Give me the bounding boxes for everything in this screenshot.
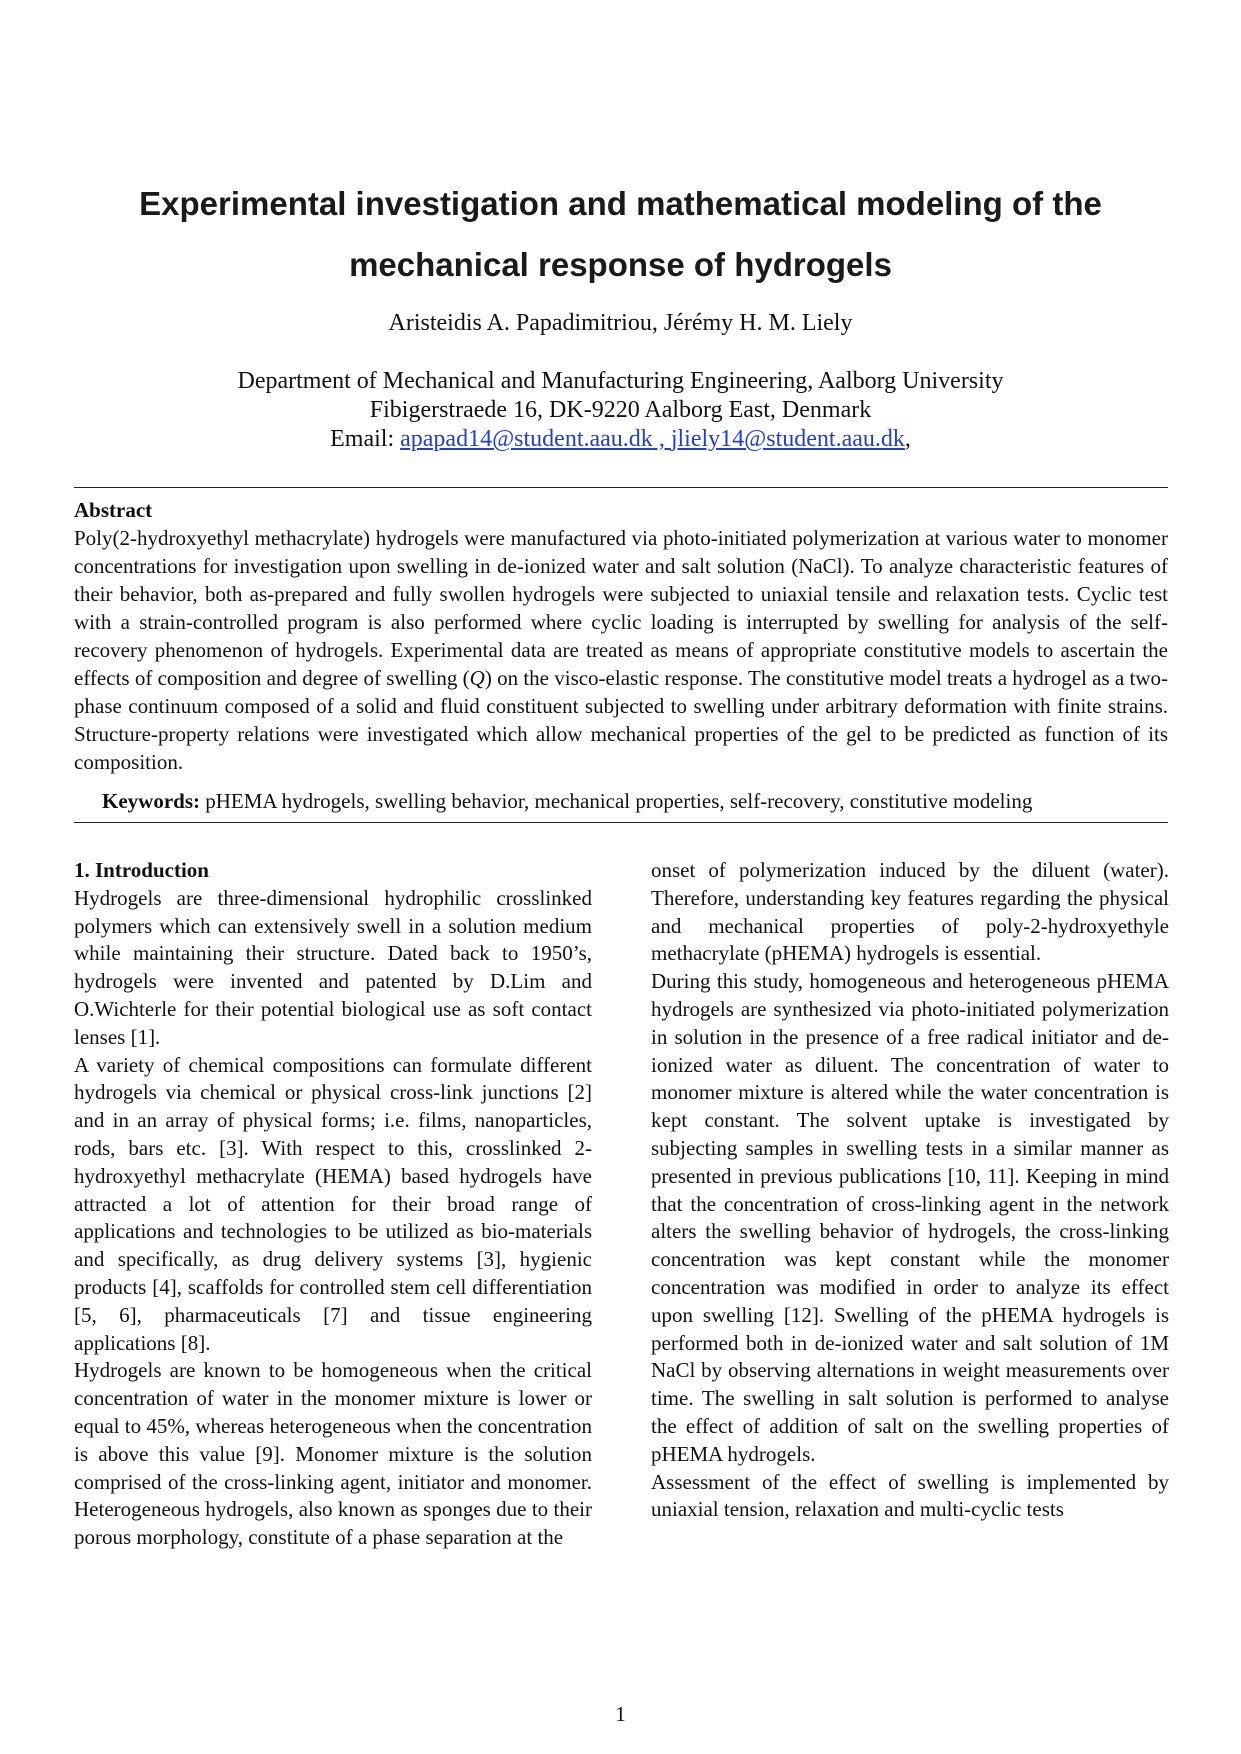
email-separator: , <box>652 426 671 452</box>
paragraph: During this study, homogeneous and heterogeneous pHEMA hydrogels are synthesized via photo-initiated polymerization in solution in the presence of a free radical initiator and de-ionized water as diluent. The concentration of water to monomer mixture is altered while the water concentration is kept constant. The solvent uptake is investigated by subjecting samples in swelling tests in a similar manner as presented in previous publications [10, 11]. Keeping in mind that the concentration of cross-linking agent in the network alters the swelling behavior of hydrogels, the cross-linking concentration was kept constant while the monomer concentration was modified in order to analyze its effect upon swelling [12]. Swelling of the pHEMA hydrogels is performed both in de-ionized water and salt solution of 1M NaCl by observing alternations in weight measurements over time. The swelling in salt solution is performed to analyse the effect of addition of salt on the swelling properties of pHEMA hydrogels. <box>651 969 1169 1466</box>
swelling-degree-symbol: Q <box>469 666 485 690</box>
abstract-heading: Abstract <box>74 498 153 522</box>
paragraph: Hydrogels are known to be homogeneous when the critical concentration of water in the monomer mixture is lower or equal to 45%, whereas heterogeneous when the concentration is above this value [9]. Monomer mixture is the solution comprised of the cross-linking agent, initiator and monomer. Heterogeneous hydrogels, also known as sponges due to their porous morphology, constitute of a phase separation at the <box>74 1358 592 1550</box>
keywords-label: Keywords: <box>102 789 200 813</box>
abstract-top-rule <box>74 487 1168 488</box>
email-link-1[interactable]: apapad14@student.aau.dk <box>400 426 653 452</box>
paragraph: Hydrogels are three-dimensional hydrophilic crosslinked polymers which can extensively swell in a solution medium while maintaining their structure. Dated back to 1950’s, hydrogels were invented and patented by D.Lim and O.Wichterle for their potential biological use as soft contact lenses [1]. <box>74 885 592 1049</box>
email-suffix: , <box>904 426 911 452</box>
paragraph: A variety of chemical compositions can formulate different hydrogels via chemical or physical cross-link junctions [2] and in an array of physical forms; i.e. films, nanoparticles, rods, bars etc. [3]. With respect to this, crosslinked 2-hydroxyethyl methacrylate (HEMA) based hydrogels have attracted a lot of attention for their broad range of applications and technologies to be utilized as bio-materials and specifically, as drug delivery systems [3], hygienic products [4], scaffolds for controlled stem cell differentiation [5, 6], pharmaceuticals [7] and tissue engineering applications [8]. <box>74 1052 592 1355</box>
paper-title: Experimental investigation and mathematical modeling of the mechanical response of hydrogels <box>139 185 1102 283</box>
left-column <box>74 857 592 1552</box>
email-prefix: Email: <box>330 426 395 452</box>
abstract-bottom-rule <box>74 822 1168 823</box>
paragraph: onset of polymerization induced by the diluent (water). Therefore, understanding key features regarding the physical and mechanical properties of poly-2-hydroxyethyle methacrylate (pHEMA) hydrogels is essential. <box>651 858 1169 966</box>
department: Department of Mechanical and Manufacturing Engineering, Aalborg University <box>237 368 1004 394</box>
author-list: Aristeidis A. Papadimitriou, Jérémy H. M. Liely <box>388 310 853 336</box>
abstract <box>74 496 1168 776</box>
right-column <box>651 857 1169 1524</box>
email-link-2[interactable]: jliely14@student.aau.dk <box>670 426 905 452</box>
keywords-text: pHEMA hydrogels, swelling behavior, mechanical properties, self-recovery, constitutive modeling <box>205 789 1033 813</box>
affiliation-block <box>0 367 1241 454</box>
section-heading-introduction: 1. Introduction <box>74 858 209 882</box>
abstract-text-part-1: Poly(2-hydroxyethyl methacrylate) hydrogels were manufactured via photo-initiated polymerization at various water to monomer concentrations for investigation upon swelling in de-ionized water and salt solution (NaCl). To analyze characteristic features of their behavior, both as-prepared and fully swollen hydrogels were subjected to uniaxial tensile and relaxation tests. Cyclic test with a strain-controlled program is also performed where cyclic loading is interrupted by swelling for analysis of the self-recovery phenomenon of hydrogels. Experimental data are treated as means of appropriate constitutive models to ascertain the effects of composition and degree of swelling ( <box>74 526 1168 690</box>
email-line <box>0 425 1241 454</box>
keywords <box>102 787 1168 815</box>
address: Fibigerstraede 16, DK-9220 Aalborg East, Denmark <box>369 397 872 423</box>
paragraph: Assessment of the effect of swelling is implemented by uniaxial tension, relaxation and multi-cyclic tests <box>651 1469 1169 1522</box>
page-number: 1 <box>615 1702 626 1726</box>
abstract-text-part-2: ) on the visco-elastic response. The constitutive model treats a hydrogel as a two-phase continuum composed of a solid and fluid constituent subjected to swelling under arbitrary deformation with finite strains. Structure-property relations were investigated which allow mechanical properties of the gel to be predicted as function of its composition. <box>74 666 1168 774</box>
abstract-body <box>74 524 1168 776</box>
